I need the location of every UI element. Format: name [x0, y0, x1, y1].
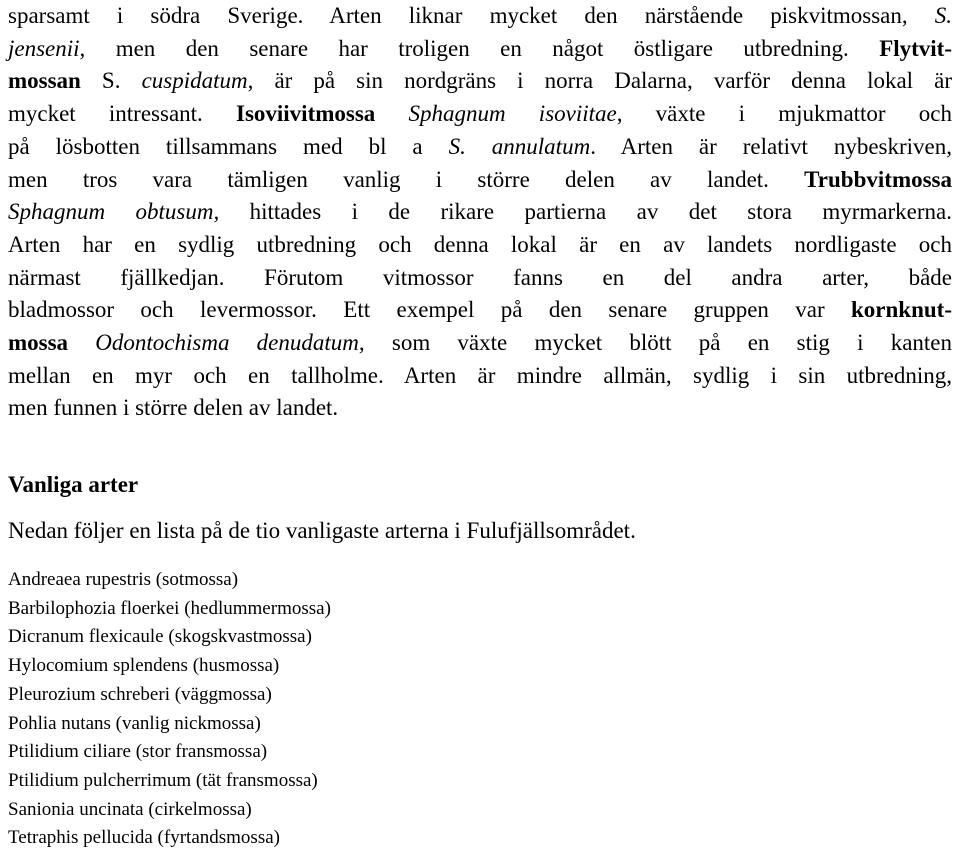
- list-item: Andreaea rupestris (sotmossa): [8, 569, 239, 590]
- text-line: [8, 196, 952, 228]
- text-run: [375, 101, 408, 126]
- text-run: Arten har en sydlig utbredning och denna lokal är en av landets nordligaste och: [8, 231, 952, 257]
- text-line: [8, 392, 338, 424]
- bold-term: Trubbvitmossa: [804, 166, 952, 192]
- text-line: [8, 294, 952, 326]
- section-intro: Nedan följer en lista på de tio vanligaste arterna i Fulufjällsområdet.: [8, 518, 636, 543]
- italic-term: Sphagnum obtusum,: [8, 199, 220, 225]
- list-item: Pleurozium schreberi (väggmossa): [8, 683, 272, 705]
- italic-term: jensenii: [8, 35, 80, 61]
- list-item: Hylocomium splendens (husmossa): [8, 655, 280, 677]
- bold-term: Flytvit-: [879, 35, 952, 61]
- list-item: Barbilophozia floerkei (hedlummermossa): [8, 597, 331, 619]
- section-heading: Vanliga arter: [8, 472, 139, 497]
- text-run: , men den senare har troligen en något östligare utbredning.: [79, 35, 880, 61]
- italic-term: S.: [934, 3, 952, 28]
- text-run: men funnen i större delen av landet.: [8, 395, 339, 421]
- text-run: på lösbotten tillsammans med bl a: [8, 133, 449, 159]
- bold-term: kornknut-: [851, 297, 952, 323]
- bold-term: mossan: [8, 68, 81, 94]
- text-line: [8, 33, 952, 65]
- text-run: , växte i mjukmattor och: [616, 101, 952, 127]
- text-run: . Arten är relativt nybeskriven,: [590, 133, 952, 159]
- list-item: Tetraphis pellucida (fyrtandsmossa): [8, 827, 280, 849]
- text-run: närmast fjällkedjan. Förutom vitmossor fanns en del andra arter, både: [8, 264, 952, 290]
- italic-term: S. annulatum: [448, 133, 591, 159]
- text-run: mycket intressant.: [8, 101, 236, 127]
- italic-term: cuspidatum: [141, 68, 248, 94]
- bold-term: Isoviivitmossa: [236, 101, 376, 127]
- text-run: bladmossor och levermossor. Ett exempel på den senare gruppen var: [8, 297, 852, 323]
- text-line: [8, 229, 952, 261]
- text-line: [8, 164, 952, 196]
- text-line: [8, 131, 952, 163]
- list-item: Sanionia uncinata (cirkelmossa): [8, 798, 252, 820]
- text-run: [68, 330, 95, 355]
- list-item: Ptilidium ciliare (stor fransmossa): [8, 741, 268, 763]
- text-run: men tros vara tämligen vanlig i större delen av landet.: [8, 166, 805, 192]
- list-item: Dicranum flexicaule (skogskvastmossa): [8, 626, 312, 648]
- text-run: S.: [80, 68, 142, 94]
- bold-term: mossa: [8, 330, 69, 355]
- text-run: sparsamt i södra Sverige. Arten liknar mycket den närstående piskvitmossan,: [8, 3, 935, 28]
- text-line: [8, 0, 952, 32]
- text-line: [8, 262, 952, 294]
- text-run: mellan en myr och en tallholme. Arten är mindre allmän, sydlig i sin utbredning,: [8, 362, 952, 388]
- list-item: Pohlia nutans (vanlig nickmossa): [8, 712, 261, 734]
- text-run: hittades i de rikare partierna av det stora myrmarkerna.: [219, 199, 952, 225]
- text-run: , är på sin nordgräns i norra Dalarna, varför denna lokal är: [247, 68, 953, 94]
- species-list: [8, 566, 331, 853]
- list-item: Ptilidium pulcherrimum (tät fransmossa): [8, 769, 318, 791]
- text-line: [8, 98, 952, 130]
- text-run: som växte mycket blött på en stig i kanten: [364, 330, 952, 355]
- text-line: [8, 327, 952, 359]
- italic-term: Sphagnum isoviitae: [408, 101, 617, 127]
- italic-term: Odontochisma denudatum,: [95, 330, 365, 355]
- text-line: [8, 360, 952, 392]
- text-line: [8, 65, 952, 97]
